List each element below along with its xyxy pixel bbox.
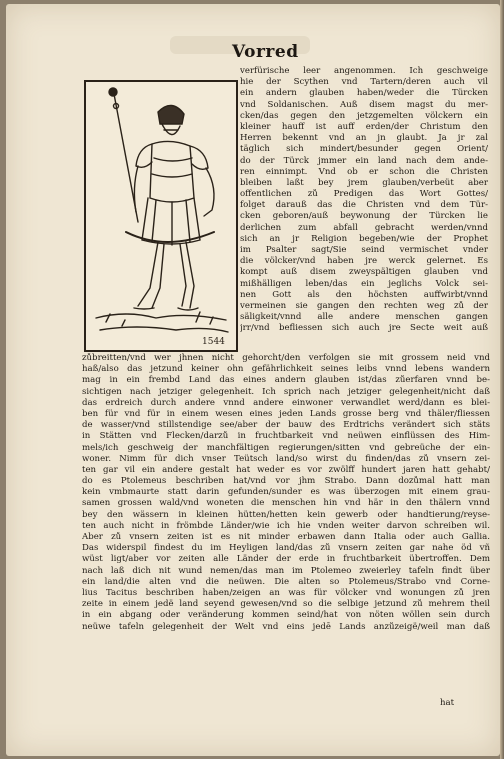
text-line: hie der Scythen vnd Tartern/deren auch vil — [240, 77, 488, 88]
woodcut-illustration — [84, 80, 238, 352]
text-line: ren einnimpt. Vnd ob er schon die Christen — [240, 166, 488, 177]
text-line: nach laß dich nit wund nemen/das man im Ptolemeo zweierley tafeln findt über — [82, 565, 490, 576]
text-line: sich an jr Religion begeben/wie der Prophet — [240, 233, 488, 244]
text-line: de wasser/vnd stillstendige see/aber der bauw des Erdtrichs verändert sich stäts — [82, 420, 490, 431]
text-line: Herren bekennt vnd an jn glaubt. Ja jr zal — [240, 133, 488, 144]
text-line: ein andern glauben haben/weder die Türcken — [240, 88, 488, 99]
text-line: cken/das gegen den jetzgemelten völckern ein — [240, 110, 488, 121]
page-edge — [500, 0, 504, 759]
text-line: folget darauß das die Christen vnd dem Tür- — [240, 200, 488, 211]
woodcut-date: 1544 — [202, 337, 225, 347]
text-line: do es Ptolemeus beschriben hat/vnd vor jhm Strabo. Dann dozůmal hatt man — [82, 476, 490, 487]
text-line: täglich sich mindert/besunder gegen Orient/ — [240, 144, 488, 155]
text-line: cken geboren/auß beywonung der Türcken lie — [240, 211, 488, 222]
text-line: kein vmbmaurte statt darin gefunden/sunder es was überzogen mit einem grau- — [82, 487, 490, 498]
text-line: mels/ich geschweig der manchfältigen regierungen/sitten vnd gebreüche der ein- — [82, 442, 490, 453]
text-line: in Stätten vnd Flecken/darzů in fruchtbarkeit vnd neüwen einflüssen des Him- — [82, 431, 490, 442]
text-line: zůbreitten/vnd wer jhnen nicht gehorcht/den verfolgen sie mit grossem neid vnd — [82, 353, 490, 363]
text-line: neüwe tafeln gelegenheit der Welt vnd eins jedē Lands anzůzeigë/weil man daß — [82, 621, 490, 632]
text-line: verfürische leer angenommen. Ich geschweige — [240, 66, 488, 76]
text-line: zeite in einem jedë land seyend gewesen/vnd so die selbige jetzund zů mehrem theil — [82, 599, 490, 610]
text-line: in ein abgang oder veränderung kommen seind/hat von nöten wöllen sein durch — [82, 610, 490, 621]
text-line: offentlichen zů Predigen das Wort Gottes/ — [240, 189, 488, 200]
text-line: vermeinen sie gangen den rechten weg zů der — [240, 300, 488, 311]
text-line: haß/also das jetzund keiner ohn gefährlichkeit seines leibs vnnd lebens wandern — [82, 364, 490, 375]
text-line: woner. Nimm für dich vnser Teütsch land/so wirst du finden/das zů vnsern zei- — [82, 453, 490, 464]
text-line: die völcker/vnd haben jre werck gelernet. Es — [240, 256, 488, 267]
text-line: Das widerspil findest du im Heyligen land/das zů vnsern zeiten gar nahe öd vñ — [82, 543, 490, 554]
text-line: nen Gott als den höchsten auffwirbt/vnnd — [240, 289, 488, 300]
text-line: das erdreich durch andere vnnd andere einwoner verwandlet werd/dann es blei- — [82, 397, 490, 408]
text-line: bey den wässern in kleinen hütten/hetten kein gewerb oder handtierung/reyse- — [82, 509, 490, 520]
text-line: Aber zů vnsern zeiten ist es nit minder erbawen dann Italia oder auch Gallia. — [82, 532, 490, 542]
text-line: do der Türck jmmer ein land nach dem ande- — [240, 155, 488, 166]
text-line: mag in ein frembd Land das eines andern glauben ist/das zůerfaren vnnd be- — [82, 375, 490, 386]
text-line: ein land/die alten vnd die neüwen. Die alten so Ptolemeus/Strabo vnd Corne- — [82, 576, 490, 587]
text-line: ben für vnd für in einem wesen eines jeden Lands grosse berg vnd thäler/fliessen — [82, 408, 490, 419]
text-line: jrr/vnd befliessen sich auch jre Secte weit auß — [240, 323, 488, 334]
text-line: kompt auß disem zweyspältigen glauben vnd — [240, 267, 488, 278]
warrior-figure-image — [86, 82, 236, 350]
full-width-text — [82, 353, 490, 633]
side-column-text — [240, 66, 488, 335]
text-line: kleiner hauff ist auff erden/der Christum den — [240, 121, 488, 132]
text-line: mißhälligen leben/das ein jeglichs Volck sei- — [240, 278, 488, 289]
text-line: lius Tacitus beschriben haben/zeigen an was für völcker vnd wonungen zů jren — [82, 587, 490, 598]
text-line: säligkeit/vnnd alle andere menschen gangen — [240, 312, 488, 323]
text-line: im Psalter sagt/Sie seind vermischet vnder — [240, 245, 488, 255]
running-head: Vorred — [232, 42, 299, 62]
text-line: wüst ligt/aber vor zeiten alle Länder der erde in fruchtbarkeit übertroffen. Dem — [82, 554, 490, 565]
text-line: sichtigen nach jetziger gelegenheit. Ich sprich nach jetziger gelegenheit/nicht daß — [82, 386, 490, 397]
text-line: vnd Soldanischen. Auß disem magst du mer- — [240, 99, 488, 110]
text-line: derlichen zum abfall gebracht werden/vnnd — [240, 222, 488, 233]
text-line: ten gar vil ein andere gestalt hat weder es vor zwölff hundert jaren hatt gehabt/ — [82, 464, 490, 475]
text-line: ten auch nicht in frömbde Länder/wie ich hie vnden weiter darvon schreiben wil. — [82, 520, 490, 531]
catchword: hat — [440, 698, 455, 708]
text-line: samen grossen wald/vnd woneten die menschen hin vnd här in den thälern vnnd — [82, 498, 490, 509]
text-line: bleiben laßt bey jrem glauben/verbeüt aber — [240, 177, 488, 188]
